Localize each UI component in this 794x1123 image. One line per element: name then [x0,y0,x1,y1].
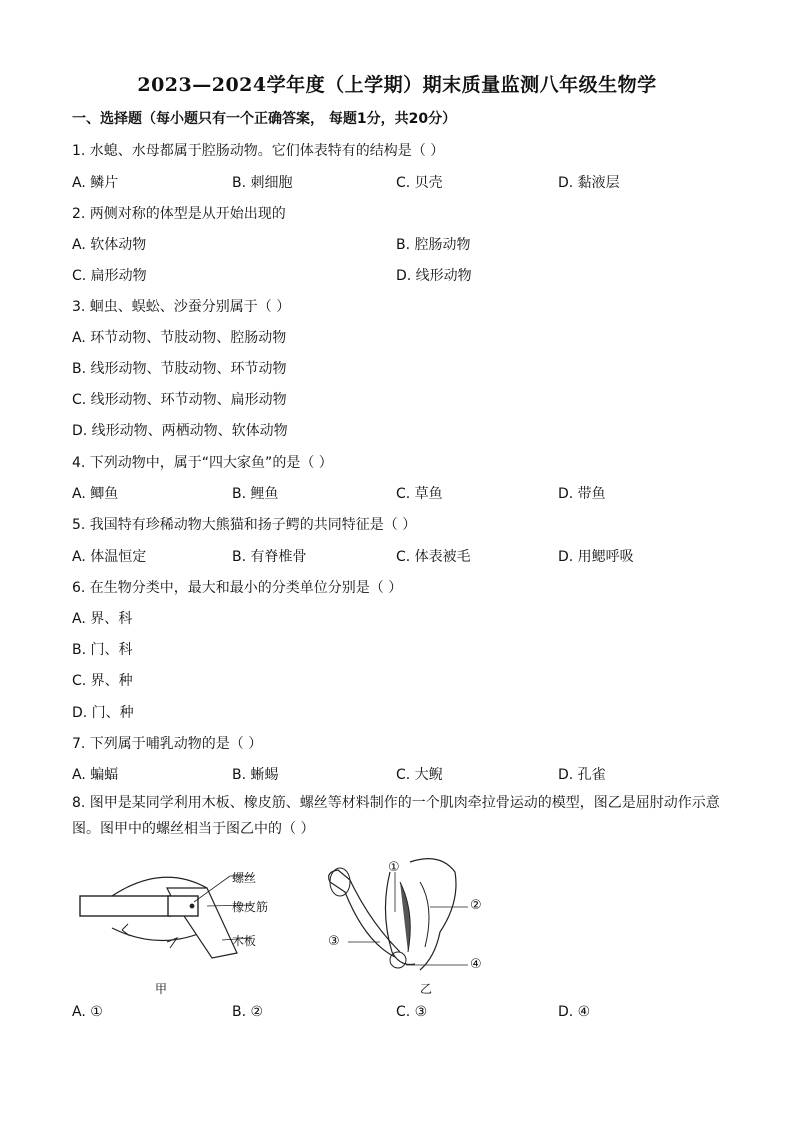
q6-option-b[interactable]: B. 门、科 [72,642,133,658]
q8-option-c[interactable]: C. ③ [396,1004,428,1020]
q6-option-d[interactable]: D. 门、种 [72,705,134,721]
q3-option-b[interactable]: B. 线形动物、节肢动物、环节动物 [72,361,287,377]
q6-option-c[interactable]: C. 界、种 [72,673,133,689]
q8-option-b[interactable]: B. ② [232,1004,264,1020]
question-2: 2. 两侧对称的体型是从开始出现的 [72,206,286,222]
q7-option-c[interactable]: C. 大鲵 [396,767,443,783]
section-heading: 一、选择题（每小题只有一个正确答案， 每题1分，共20分） [72,111,457,127]
marker-2: ② [470,898,482,913]
question-7: 7. 下列属于哺乳动物的是（ ） [72,736,263,752]
question-3: 3. 蛔虫、蜈蚣、沙蚕分别属于（ ） [72,299,291,315]
q2-option-a[interactable]: A. 软体动物 [72,237,147,253]
q1-option-d[interactable]: D. 黏液层 [558,175,620,191]
page-title: 2023—2024学年度（上学期）期末质量监测八年级生物学 [137,74,657,96]
q7-option-a[interactable]: A. 蝙蝠 [72,767,119,783]
marker-4: ④ [470,957,482,972]
q3-option-a[interactable]: A. 环节动物、节肢动物、腔肠动物 [72,330,287,346]
marker-3: ③ [328,934,340,949]
q7-option-d[interactable]: D. 孔雀 [558,767,606,783]
question-1: 1. 水螅、水母都属于腔肠动物。它们体表特有的结构是（ ） [72,143,445,159]
question-5: 5. 我国特有珍稀动物大熊猫和扬子鳄的共同特征是（ ） [72,517,417,533]
q2-option-d[interactable]: D. 线形动物 [396,268,472,284]
question-8: 8. 图甲是某同学利用木板、橡皮筋、螺丝等材料制作的一个肌肉牵拉骨运动的模型，图乙是屈肘动作示意图。图甲中的螺丝相当于图乙中的（ ） [72,795,720,837]
q5-option-a[interactable]: A. 体温恒定 [72,549,147,565]
q1-option-c[interactable]: C. 贝壳 [396,175,443,191]
q3-option-c[interactable]: C. 线形动物、环节动物、扁形动物 [72,392,287,408]
q8-option-d[interactable]: D. ④ [558,1004,591,1020]
q1-option-a[interactable]: A. 鳞片 [72,175,119,191]
question-6: 6. 在生物分类中，最大和最小的分类单位分别是（ ） [72,580,403,596]
marker-1: ① [388,860,400,875]
label-muban: 木板 [232,934,257,948]
q2-option-c[interactable]: C. 扁形动物 [72,268,147,284]
q1-option-b[interactable]: B. 刺细胞 [232,175,293,191]
q6-option-a[interactable]: A. 界、科 [72,611,133,627]
q4-option-a[interactable]: A. 鲫鱼 [72,486,119,502]
q4-option-c[interactable]: C. 草鱼 [396,486,443,502]
q7-option-b[interactable]: B. 蜥蜴 [232,767,279,783]
label-luosi: 螺丝 [232,871,257,885]
q3-option-d[interactable]: D. 线形动物、两栖动物、软体动物 [72,423,288,439]
caption-jia: 甲 [155,982,168,996]
q5-option-d[interactable]: D. 用鳃呼吸 [558,549,634,565]
q4-option-d[interactable]: D. 带鱼 [558,486,606,502]
q8-option-a[interactable]: A. ① [72,1004,103,1020]
label-xiangpijin: 橡皮筋 [232,900,269,914]
caption-yi: 乙 [420,982,433,996]
q2-option-b[interactable]: B. 腔肠动物 [396,237,471,253]
q4-option-b[interactable]: B. 鲤鱼 [232,486,279,502]
q5-option-b[interactable]: B. 有脊椎骨 [232,549,307,565]
question-4: 4. 下列动物中，属于“四大家鱼”的是（ ） [72,455,333,471]
q5-option-c[interactable]: C. 体表被毛 [396,549,471,565]
